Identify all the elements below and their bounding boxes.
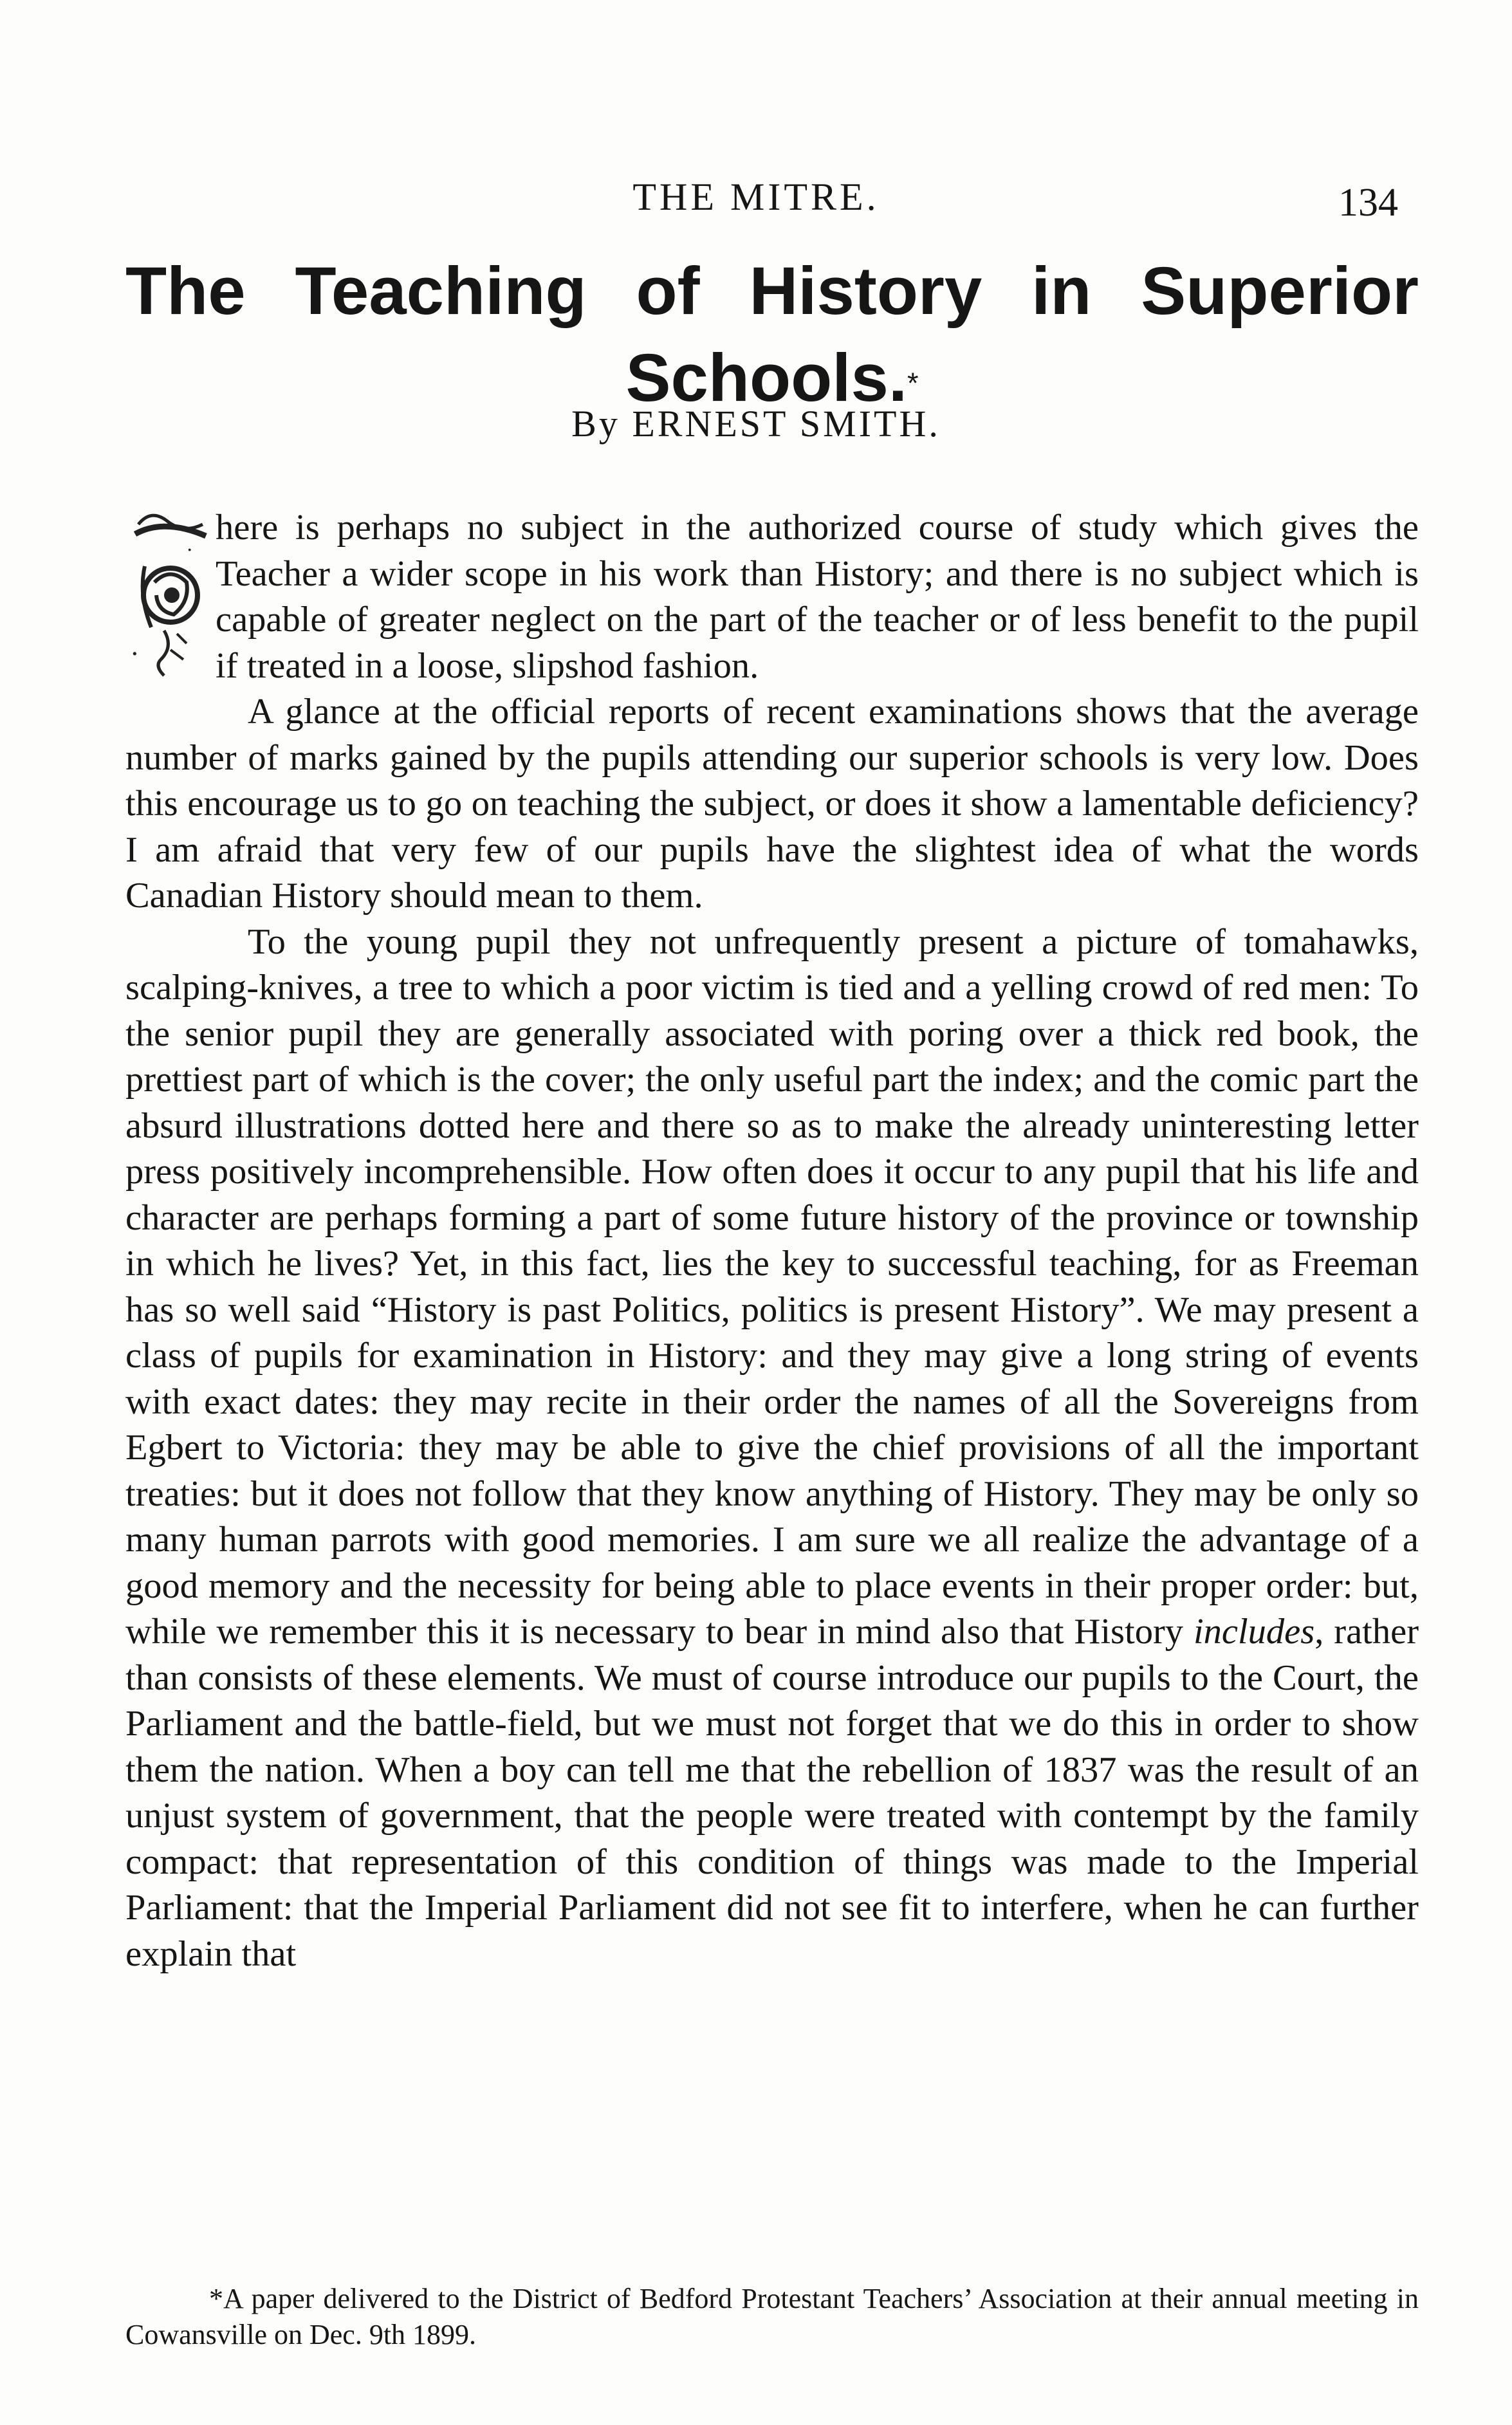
paragraph-3-text-a: To the young pupil they not unfrequently present a picture of tomahawks, scalping-knives, a tree to which a poor victim is tied and a yelling crowd of red men: To the senior pupil they are generally associated with poring over a thick red book, the prettiest part of which is the cover; the only useful part the index; and the comic part the absurd illustrations dotted here and there so as to make the already uninteresting letter press positively incomprehensible. How often does it occur to any pupil that his life and character are perhaps forming a part of some future history of the province or township in which he lives? Yet, in this fact, lies the key to successful teaching, for as Freeman has so well said “History is past Politics, politics is present History”. We may present a class of pupils for examination in History: and they may give a long string of events with exact dates: they may recite in their order the names of all the Sovereigns from Egbert to Victoria: they may be able to give the chief provisions of all the important treaties: but it does not follow that they know anything of History. They may be only so many human parrots with good memories. I am sure we all realize the advantage of a good memory and the necessity for being able to place events in their proper order: but, while we remember this it is necessary to bear in mind also that History [125, 921, 1419, 1652]
paragraph-2: A glance at the official reports of recent examinations shows that the average number of marks gained by the pupils attending our superior schools is very low. Does this encourage us to go on teaching the subject, or does it show a lamentable deficiency? I am afraid that very few of our pupils have the slightest idea of what the words Canadian History should mean to them. [125, 692, 1419, 916]
footnote [125, 2281, 1419, 2353]
paragraph-1 [125, 505, 1419, 689]
article-title [125, 248, 1419, 421]
paragraph-3-italic: includes [1193, 1612, 1315, 1652]
svg-text:·: · [187, 539, 193, 562]
page-number: 134 [1338, 181, 1398, 225]
paragraph-3-text-b: , rather than consists of these elements. We must of course introduce our pupils to the Court, the Parliament and the battle-field, but we must not forget that we do this in order to show them the nation. When a boy can tell me that the rebellion of 1837 was the result of an unjust system of government, that the people were treated with contempt by the family compact: that representation of this condition of things was made to the Imperial Parliament: that the Imperial Parliament did not see fit to interfere, when he can further explain that [125, 1612, 1419, 1974]
svg-text:·: · [131, 640, 139, 669]
paragraph-1-text: here is perhaps no subject in the authorized course of study which gives the Teacher a wider scope in his work than History; and there is no subject which is capable of greater neglect on the part of the teacher or of less benefit to the pupil if treated in a loose, slipshod fashion. [216, 508, 1419, 686]
running-head: THE MITRE. [632, 176, 880, 218]
article-title-text: The Teaching of History in Superior Schools. [125, 254, 1419, 416]
article-body [125, 505, 1419, 1977]
footnote-text: *A paper delivered to the District of Bedford Protestant Teachers’ Association at their annual meeting in Cowansville on Dec. 9th 1899. [125, 2283, 1419, 2350]
paragraph-3 [125, 919, 1419, 1978]
decorative-initial-icon [125, 505, 209, 688]
title-footnote-mark: * [907, 367, 919, 400]
article-byline: By ERNEST SMITH. [571, 403, 941, 445]
